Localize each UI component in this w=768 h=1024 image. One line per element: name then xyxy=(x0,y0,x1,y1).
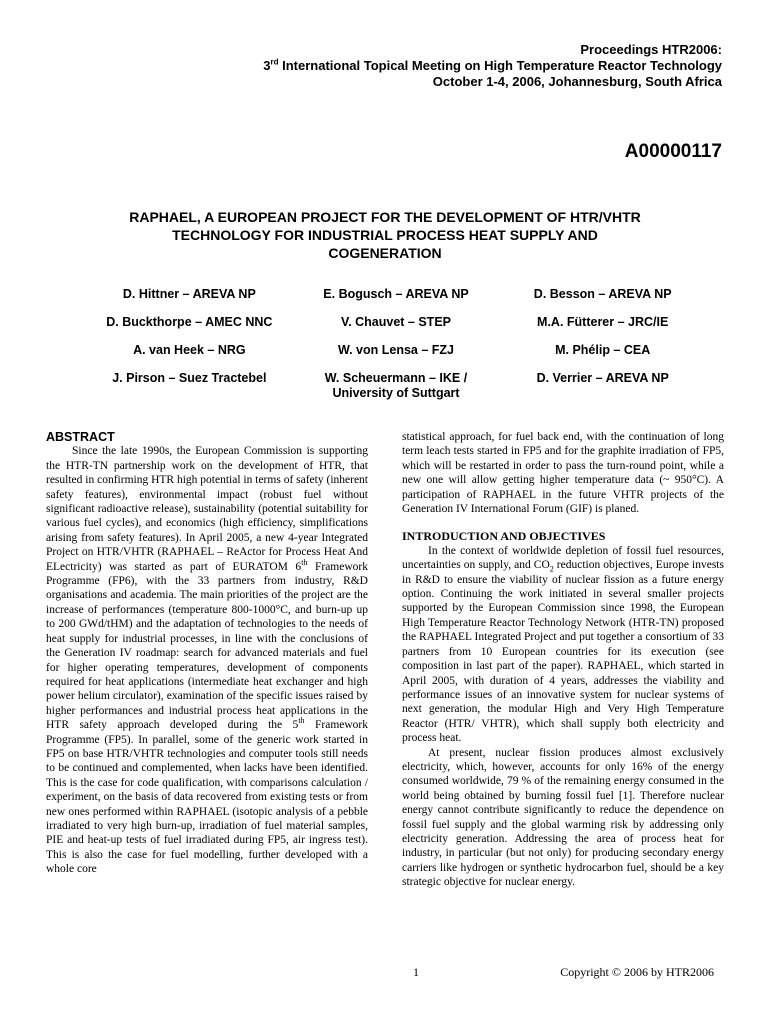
meeting-ordinal: 3 xyxy=(263,58,271,73)
date-location: October 1-4, 2006, Johannesburg, South Africa xyxy=(432,74,722,89)
proceedings-line: Proceedings HTR2006: xyxy=(580,42,722,57)
page-number: 1 xyxy=(413,965,419,979)
intro-text-2: reduction objectives, Europe invests in R&D to ensure the viability of nuclear fission as a future energy option. Continuing the work initiated in several smaller projects supported by the European Commission since 1998, the European High Temperature Reactor Technology Network (HTR-TN) proposed the RAPHAEL Integrated Project and put together a consortium of 33 partners from 10 European countries for its execution (see composition in last part of the paper). RAPHAEL, which started in April 2005, with duration of 4 years, addresses the viability and performance issues of an innovative system for nuclear systems of next generation, the modular High and Very High Temperature Reactor (HTR/ VHTR), which shall supply both electricity and process heat. xyxy=(402,559,724,745)
abstract-paragraph xyxy=(46,444,368,876)
copyright-notice: Copyright © 2006 by HTR2006 xyxy=(560,965,714,979)
meeting-ordinal-suffix: rd xyxy=(270,57,279,67)
author-multiline xyxy=(293,371,500,411)
author-affiliation-line: University of Suttgart xyxy=(332,386,460,400)
abstract-text-3: Framework Programme (FP5). In parallel, some of the generic work started in FP5 on base HTR/VHTR technologies and computer tools still needs to be continued and complemented, when lacks have been identified. This is the case for code qualification, with comparisons calculation / experiment, on the basis of data recovered from existing tests or from new ones performed within RAPHAEL (isotopic analysis of a pebble irradiated to very high burn-up, irradiation of fuel material samples, PIE and heat-up tests of fuel irradiated during FP5, air ingress test). This is also the case for fuel modelling, further developed with a whole core xyxy=(46,719,368,876)
introduction-paragraph-2: At present, nuclear fission produces almost exclusively electricity, which, however, accounts for only 16% of the energy consumed worldwide, 79 % of the remaining energy consumed in the world being obtained by burning fossil fuel [1]. Therefore nuclear energy cannot contribute significantly to reduce the dependence on fossil fuel supply and the global warming risk by addressing only electricity generation. Addressing the area of process heat for industry, in particular (but not only) for producing secondary energy carriers like hydrogen or synthetic hydrocarbon fuel, should be a key strategic objective for nuclear energy. xyxy=(402,746,724,889)
abstract-continuation: statistical approach, for fuel back end, with the continuation of long term leach tests started in FP5 and for the graphite irradiation of FP5, which will be restarted in order to pass the turn-round point, while a new one will allow getting higher temperature data (~ 950°C). A participation of RAPHAEL in the future VHTR projects of the Generation IV International Forum (GIF) is planed. xyxy=(402,431,724,516)
author: D. Hittner – AREVA NP xyxy=(122,287,256,301)
author-line: W. Scheuermann – IKE / xyxy=(324,371,468,385)
title-line-2: TECHNOLOGY FOR INDUSTRIAL PROCESS HEAT SUPPLY AND xyxy=(172,227,598,243)
intro-text-1: In the context of worldwide depletion of fossil fuel resources, uncertainties on supply, and CO xyxy=(402,544,724,572)
title-line-3: COGENERATION xyxy=(328,245,442,261)
abstract-heading: ABSTRACT xyxy=(46,430,115,444)
author-row xyxy=(86,343,706,371)
author: D. Buckthorpe – AMEC NNC xyxy=(106,315,273,329)
author-row xyxy=(86,371,706,411)
author: W. von Lensa – FZJ xyxy=(338,343,454,357)
author: M. Phélip – CEA xyxy=(555,343,651,357)
title-line-1: RAPHAEL, A EUROPEAN PROJECT FOR THE DEVELOPMENT OF HTR/VHTR xyxy=(129,209,641,225)
meeting-name: International Topical Meeting on High Temperature Reactor Technology xyxy=(278,58,722,73)
paper-id: A00000117 xyxy=(624,141,722,162)
subscript: 2 xyxy=(549,564,554,574)
author-list xyxy=(86,287,706,411)
author: A. van Heek – NRG xyxy=(133,343,246,357)
abstract-text-2: Framework Programme (FP6), with the 33 partners from industry, R&D organisations and academia. The main priorities of the project are the increase of performances (temperature 800-1000°C, and burn-up up to 200 GWd/tHM) and the adaptation of technologies to the needs of heat supply for industrial processes, in line with the conclusions of the Generation IV roadmap: search for advanced materials and fuel for higher operating temperatures, development of components required for heat applications (intermediate heat exchanger and high power helium circulator), examination of the specific issues raised by higher performances and industrial process heat applications in the HTR safety approach developed during the 5 xyxy=(46,560,368,732)
superscript: th xyxy=(298,716,305,726)
author: D. Verrier – AREVA NP xyxy=(536,371,669,385)
author: D. Besson – AREVA NP xyxy=(533,287,672,301)
left-column xyxy=(46,430,368,877)
author-row xyxy=(86,287,706,315)
abstract-text-1: Since the late 1990s, the European Commission is supporting the HTR-TN partnership work on the development of HTR, that resulted in confirming HTR high potential in terms of safety (inherent safety features), environmental impact (robust fuel without significant radioactive release), sustainability (potential suitability for various fuel cycles), and economics (high efficiency, simplifications arising from safety features). In April 2005, a new 4-year Integrated Project on HTR/VHTR (RAPHAEL – ReActor for Process Heat And ELectricity) was started as part of EURATOM 6 xyxy=(46,445,368,573)
paper-title xyxy=(80,208,690,262)
superscript: th xyxy=(301,557,308,567)
introduction-paragraph xyxy=(402,544,724,746)
proceedings-header xyxy=(162,42,722,90)
meeting-line xyxy=(162,58,722,74)
author: E. Bogusch – AREVA NP xyxy=(323,287,469,301)
author: J. Pirson – Suez Tractebel xyxy=(112,371,267,385)
right-column xyxy=(402,430,724,890)
author: V. Chauvet – STEP xyxy=(341,315,451,329)
introduction-heading: INTRODUCTION AND OBJECTIVES xyxy=(402,529,606,544)
author-row xyxy=(86,315,706,343)
author: M.A. Fütterer – JRC/IE xyxy=(537,315,669,329)
